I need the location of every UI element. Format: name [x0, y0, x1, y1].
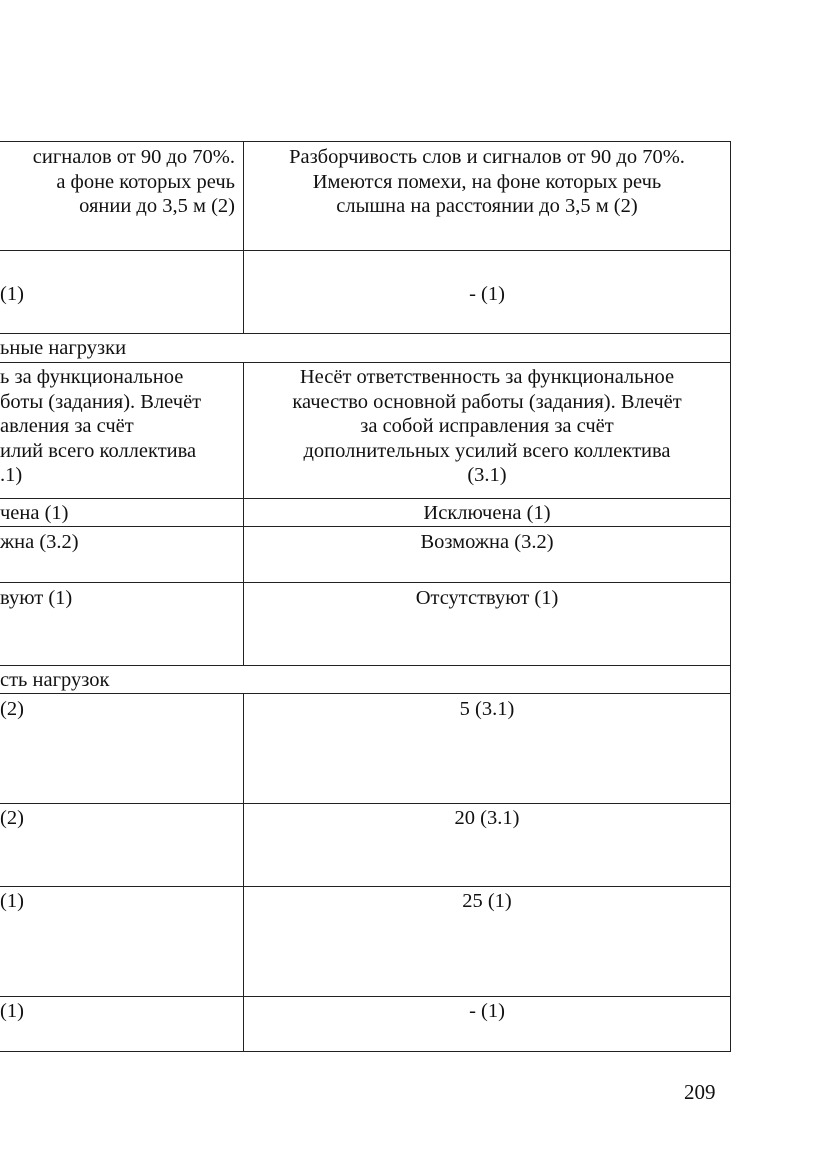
table-cell-right: Разборчивость слов и сигналов от 90 до 70%. Имеются помехи, на фоне которых речь слышна на расстоянии до 3,5 м (2)	[289, 146, 685, 217]
table-rule	[0, 526, 731, 527]
table-cell-right: - (1)	[469, 283, 505, 305]
table-rule	[0, 886, 731, 887]
table-cell-right: 5 (3.1)	[459, 698, 515, 720]
table-cell-left: вуют (1)	[0, 587, 73, 609]
table-rule	[0, 693, 731, 694]
table-cell-left: (1)	[0, 1000, 24, 1022]
table-cell-right: - (1)	[469, 1000, 505, 1022]
table-cell-right: Отсутствуют (1)	[415, 587, 559, 609]
table-cell-left: жна (3.2)	[0, 531, 79, 553]
table-border-right	[730, 141, 731, 1052]
table-cell-left: чена (1)	[0, 502, 69, 524]
table-cell-left: (1)	[0, 890, 24, 912]
table-rule	[0, 141, 731, 142]
table-cell-right: Несёт ответственность за функциональное качество основной работы (задания). Влечёт за собой исправления за счёт дополнительных усилий всего коллектива (3.1)	[292, 366, 682, 486]
table-rule	[0, 333, 731, 334]
table-cell-left: (2)	[0, 807, 24, 829]
table-rule	[0, 665, 731, 666]
table-cell-right: Возможна (3.2)	[420, 531, 554, 553]
section-header: сть нагрузок	[0, 669, 110, 691]
table-rule	[0, 996, 731, 997]
table-rule	[0, 1051, 731, 1052]
table-cell-right: 25 (1)	[462, 890, 512, 912]
table-cell-left: (1)	[0, 283, 24, 305]
table-cell-right: Исключена (1)	[423, 502, 551, 524]
table-cell-right: 20 (3.1)	[454, 807, 520, 829]
table-rule	[0, 362, 731, 363]
table-cell-left: ь за функциональное боты (задания). Влечёт авления за счёт илий всего коллектива .1)	[0, 366, 202, 486]
table-rule	[0, 582, 731, 583]
table-rule	[0, 250, 731, 251]
page-number: 209	[684, 1080, 716, 1104]
section-header: ьные нагрузки	[0, 337, 127, 359]
table-rule	[0, 803, 731, 804]
table-rule	[0, 498, 731, 499]
table-cell-left: сигналов от 90 до 70%. а фоне которых речь оянии до 3,5 м (2)	[32, 146, 235, 217]
table-cell-left: (2)	[0, 698, 24, 720]
